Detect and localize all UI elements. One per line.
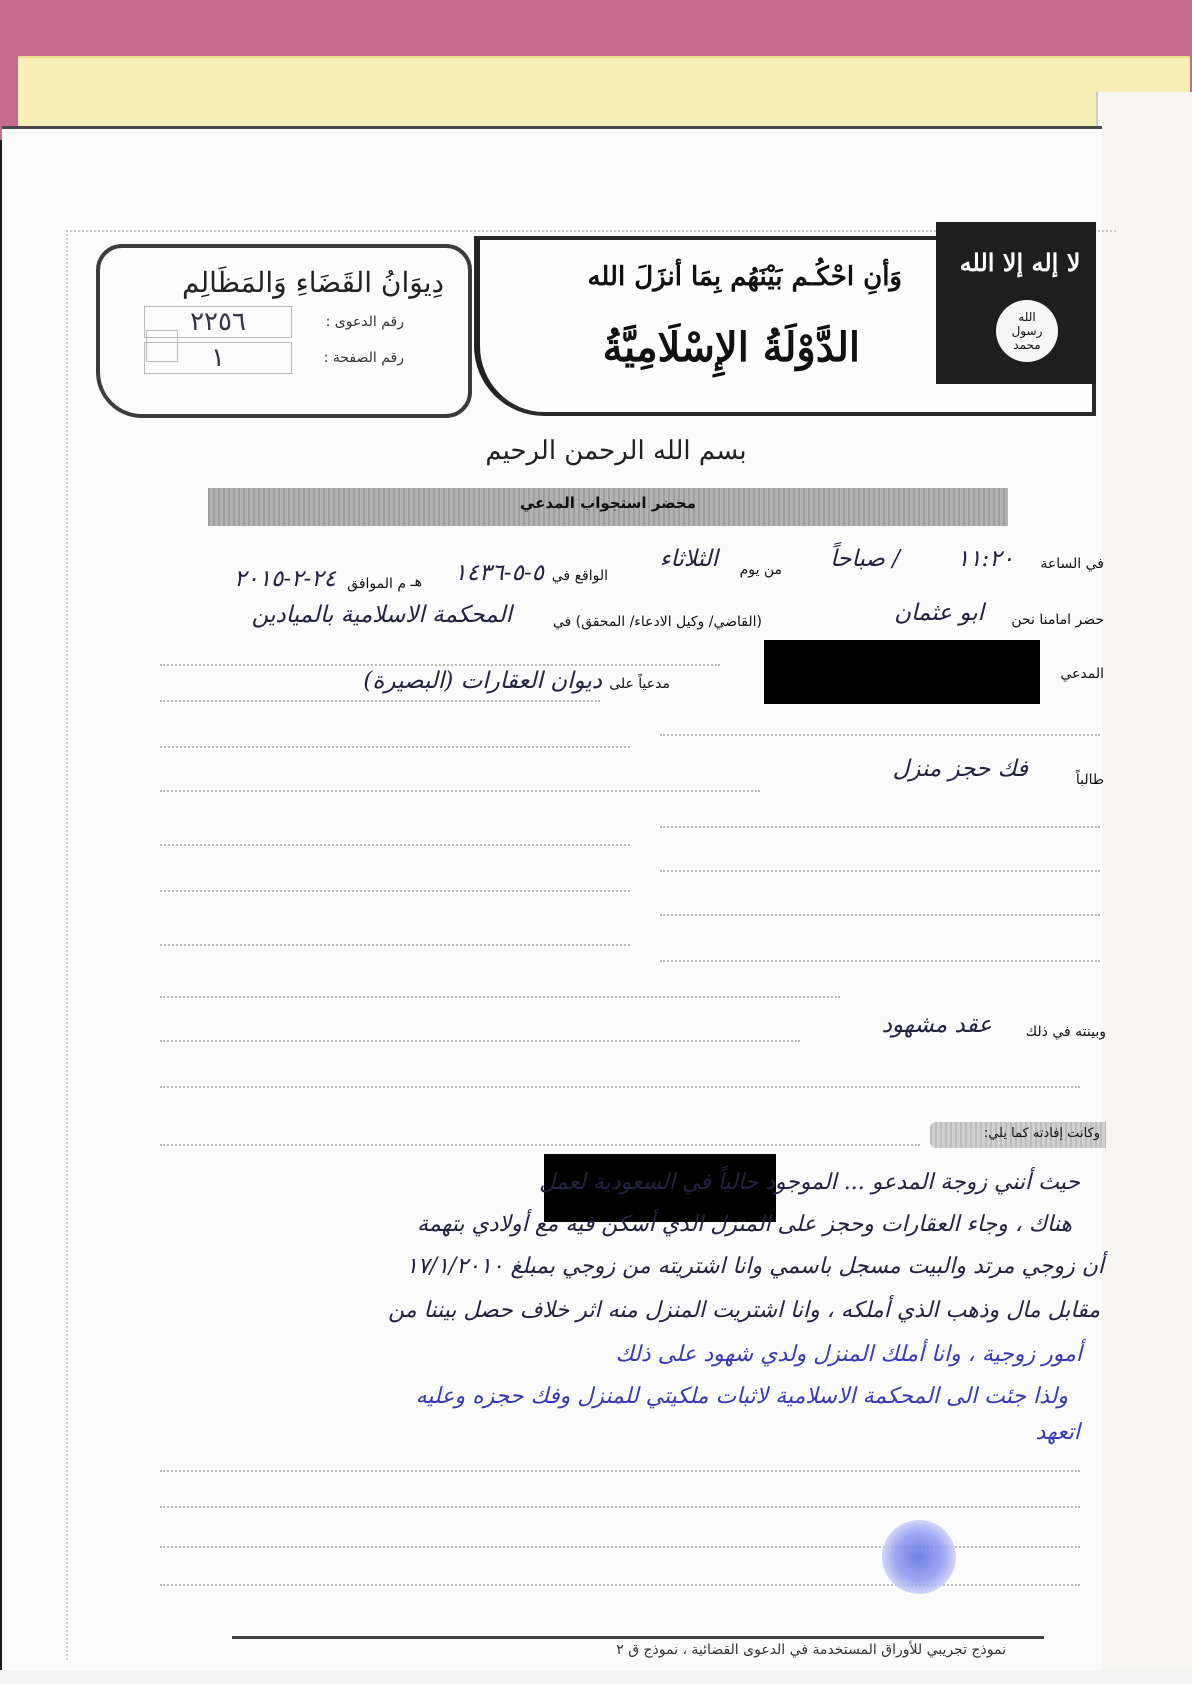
judge-name: ابو عثمان xyxy=(894,600,984,626)
dotted-line xyxy=(160,1040,800,1042)
page-number-value: ١ xyxy=(144,342,292,374)
day-label: من يوم xyxy=(739,562,782,578)
role-label: (القاضي/ وكيل الادعاء/ المحقق) في xyxy=(552,614,762,630)
dotted-line xyxy=(660,734,1100,736)
statement-line: حيث أنني زوجة المدعو ... الموجود حالياً في السعودية لعمل xyxy=(539,1170,1080,1195)
against-label: مدعياً على xyxy=(609,676,670,692)
empty-box xyxy=(146,330,178,362)
hijri-suffix: هـ xyxy=(410,574,422,590)
dotted-line xyxy=(160,844,630,846)
quran-verse: وَأنِ احْكُـم بَيْنَهُم بِمَا أنزَلَ الله xyxy=(587,262,902,292)
dotted-line xyxy=(160,664,720,666)
dotted-line xyxy=(160,890,630,892)
evidence-label: وبينته في ذلك xyxy=(1025,1024,1106,1040)
dotted-line xyxy=(160,1470,1080,1472)
dotted-line xyxy=(160,1506,1080,1508)
case-number-value: ٢٢٥٦ xyxy=(144,306,292,338)
defendant-value: ديوان العقارات (البصيرة) xyxy=(363,668,602,694)
statement-line: هناك ، وجاء العقارات وحجز على المنزل الذي أسكن فيه مع أولادي بتهمة xyxy=(417,1212,1072,1237)
form-title: محضر استجواب المدعي xyxy=(519,494,696,512)
basmala: بسم الله الرحمن الرحيم xyxy=(485,436,747,466)
divan-title: دِيوَانُ القَضَاءِ وَالمَظَالِم xyxy=(181,266,444,299)
day-value: الثلاثاء xyxy=(659,546,718,572)
redacted-plaintiff-name xyxy=(764,640,1040,704)
page-number-label: رقم الصفحة : xyxy=(323,350,404,366)
gregorian-value: ٢٤-٢-٢٠١٥ xyxy=(233,566,336,592)
request-value: فك حجز منزل xyxy=(892,756,1028,782)
divan-box xyxy=(96,244,472,418)
shahada-text: لا إله إلا الله xyxy=(959,248,1081,277)
statement-line: مقابل مال وذهب الذي أملكه ، وانا اشتريت المنزل منه اثر خلاف حصل بيننا من xyxy=(388,1298,1100,1323)
dotted-line xyxy=(660,960,1100,962)
dotted-line xyxy=(160,746,630,748)
form-title-bar xyxy=(208,488,1008,526)
footer-text: نموذج تجريبي للأوراق المستخدمة في الدعوى القضائية ، نموذج ق ٢ xyxy=(616,1642,1006,1658)
gregorian-label: م الموافق xyxy=(347,576,406,592)
evidence-value: عقد مشهود xyxy=(881,1012,992,1038)
statement-line: أمور زوجية ، وانا أملك المنزل ولدي شهود على ذلك xyxy=(615,1342,1082,1367)
statement-line: ولذا جئت الى المحكمة الاسلامية لاثبات ملكيتي للمنزل وفك حجزه وعليه xyxy=(415,1384,1068,1409)
court-name: المحكمة الاسلامية بالميادين xyxy=(251,602,512,628)
dotted-line xyxy=(160,996,840,998)
dotted-line xyxy=(660,826,1100,828)
dotted-line xyxy=(160,1086,1080,1088)
hijri-value: ٥-٥-١٤٣٦ xyxy=(454,560,544,586)
footer-rule xyxy=(232,1636,1044,1639)
statement-line: أن زوجي مرتد والبيت مسجل باسمي وانا اشتريته من زوجي بمبلغ ١٧/١/٢٠١٠ xyxy=(405,1254,1104,1279)
dotted-line xyxy=(660,914,1100,916)
case-number-row xyxy=(144,306,404,338)
time-label: في الساعة xyxy=(1040,556,1104,572)
dotted-line xyxy=(660,870,1100,872)
case-number-label: رقم الدعوى : xyxy=(325,314,404,330)
seal-icon xyxy=(996,300,1058,362)
statement-line: اتعهد xyxy=(1035,1420,1080,1445)
request-label: طالباً xyxy=(1075,772,1104,788)
time-value: ١١:٢٠ xyxy=(956,546,1014,572)
page-bottom-strip xyxy=(0,1670,1192,1684)
statement-label: وكانت إفادته كما يلي: xyxy=(983,1126,1100,1141)
date-label: الواقع في xyxy=(551,568,608,584)
state-name: الدَّوْلَةُ الإِسْلَامِيَّةُ xyxy=(602,324,860,371)
period-value: / صباحاً xyxy=(830,546,900,572)
dotted-line xyxy=(160,944,630,946)
plaintiff-label: المدعي xyxy=(1060,666,1104,682)
presence-label: حضر امامنا نحن xyxy=(1011,612,1104,628)
dotted-line xyxy=(160,700,600,702)
statement-label-bar xyxy=(930,1122,1106,1148)
seal-text: الله رسول محمد xyxy=(1011,310,1043,352)
page-number-row xyxy=(144,342,404,374)
fingerprint-stamp-icon xyxy=(882,1520,956,1594)
dotted-line xyxy=(160,1144,920,1146)
dotted-line xyxy=(160,790,760,792)
